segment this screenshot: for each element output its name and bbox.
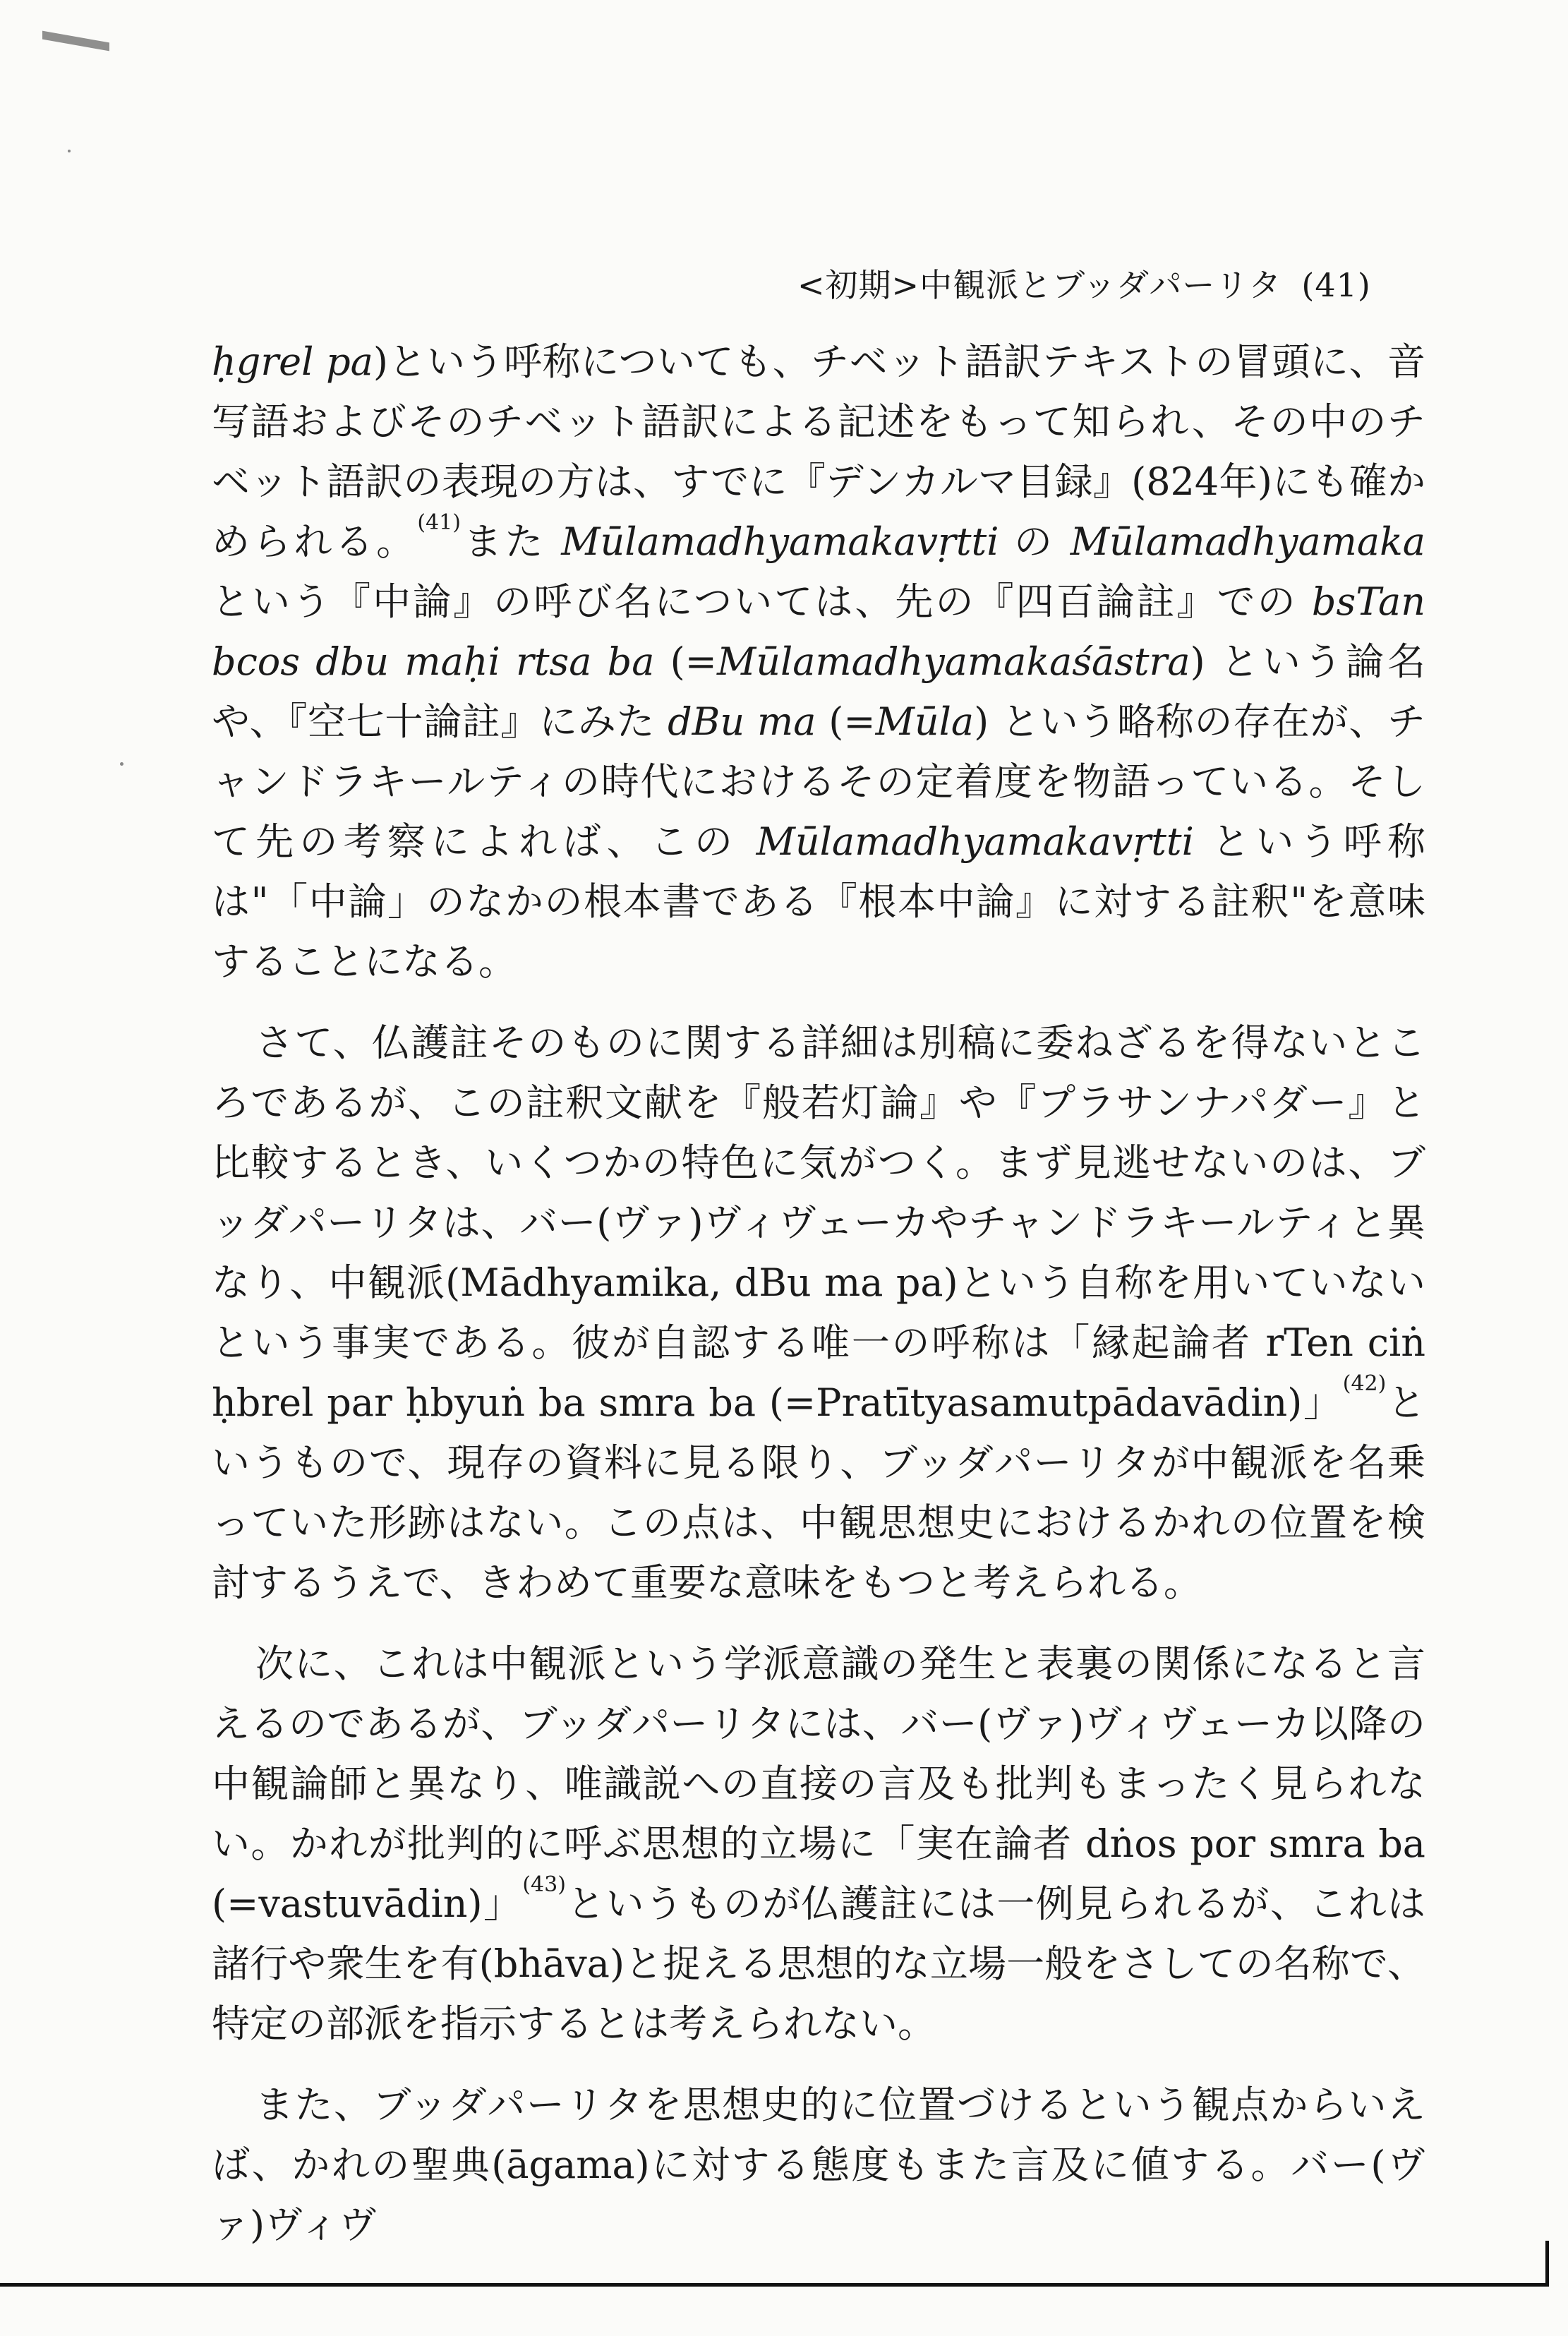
scan-corner-mark [42, 31, 109, 52]
main-body-text [212, 332, 1425, 2255]
text-run: というもので、現存の資料に見る限り、ブッダパーリタが中観派を名乗っていた形跡はない。この点は、中観思想史におけるかれの位置を検討するうえで、きわめて重要な意味をもつと考えられる。 [212, 1380, 1426, 1605]
running-header [797, 260, 1433, 306]
text-run: (= [816, 699, 876, 744]
scan-speck [68, 150, 71, 152]
page-bottom-rule [0, 2283, 1545, 2287]
text-run: さて、仏護註そのものに関する詳細は別稿に委ねざるを得ないところであるが、この註釈文献を『般若灯論』や『プラサンナパダー』と比較するとき、いくつかの特色に気がつく。まず見逃せないのは、ブッダパーリタは、バー(ヴァ)ヴィヴェーカやチャンドラキールティと異なり、中観派(Mādhyamika, dBu ma pa)という自称を用いていないという事実である。彼が自認する唯一の呼称は「縁起論者 rTen ciṅ ḥbrel par ḥbyuṅ ba smra ba (=Pratītyasamutpādavādin)」 [212, 1021, 1425, 1425]
paragraph [212, 2075, 1425, 2255]
italic-term: bsTan bcos dbu maḥi rtsa ba [212, 579, 1425, 684]
text-run: ) という論名や、『空七十論註』にみた [212, 639, 1425, 744]
italic-term: Mūlamadhyamakavṛtti [561, 519, 999, 564]
footnote-ref: (43) [522, 1872, 566, 1897]
text-run: の [999, 519, 1071, 564]
page-number: (41) [1301, 266, 1371, 304]
italic-term: Mūlamadhyamaka [1070, 519, 1425, 564]
text-run: という呼称は"「中論」のなかの根本書である『根本中論』に対する註釈"を意味することになる。 [212, 819, 1425, 984]
footnote-ref: (42) [1342, 1371, 1387, 1396]
footnote-ref: (41) [417, 510, 461, 535]
scan-speck [120, 762, 123, 766]
italic-term: Mūlamadhyamakaśāstra [716, 639, 1190, 684]
page-corner-tick [1545, 2241, 1549, 2287]
italic-term: Mūla [875, 699, 975, 744]
italic-term: dBu ma [668, 699, 816, 744]
text-run: ) という略称の存在が、チャンドラキールティの時代におけるその定着度を物語っている。そして先の考察によれば、この [212, 699, 1426, 864]
text-run: また [460, 519, 562, 564]
text-run: (= [654, 639, 717, 684]
italic-term: ḥgrel pa [212, 339, 373, 384]
paragraph [212, 1634, 1425, 2054]
text-run: というものが仏護註には一例見られるが、これは諸行や衆生を有(bhāva)と捉える思想的な立場一般をさしての名称で、特定の部派を指示するとは考えられない。 [212, 1882, 1425, 2046]
text-run: という『中論』の呼び名については、先の『四百論註』での [212, 579, 1312, 624]
italic-term: Mūlamadhyamakavṛtti [756, 819, 1194, 864]
text-run: )という呼称についても、チベット語訳テキストの冒頭に、音写語およびそのチベット語訳による記述をもって知られ、その中のチベット語訳の表現の方は、すでに『デンカルマ目録』(824年)にも確かめられる。 [212, 339, 1425, 564]
paragraph [212, 1013, 1425, 1613]
running-header-title: <初期>中観派とブッダパーリタ [797, 266, 1282, 304]
text-run: 次に、これは中観派という学派意識の発生と表裏の関係になると言えるのであるが、ブッダパーリタには、バー(ヴァ)ヴィヴェーカ以降の中観論師と異なり、唯識説への直接の言及も批判もまったく見られない。かれが批判的に呼ぶ思想的立場に「実在論者 dṅos por smra ba (=vastuvādin)」 [212, 1642, 1425, 1926]
paragraph [212, 332, 1425, 992]
text-run: また、ブッダパーリタを思想史的に位置づけるという観点からいえば、かれの聖典(āgama)に対する態度もまた言及に値する。バー(ヴァ)ヴィヴ [212, 2083, 1425, 2247]
